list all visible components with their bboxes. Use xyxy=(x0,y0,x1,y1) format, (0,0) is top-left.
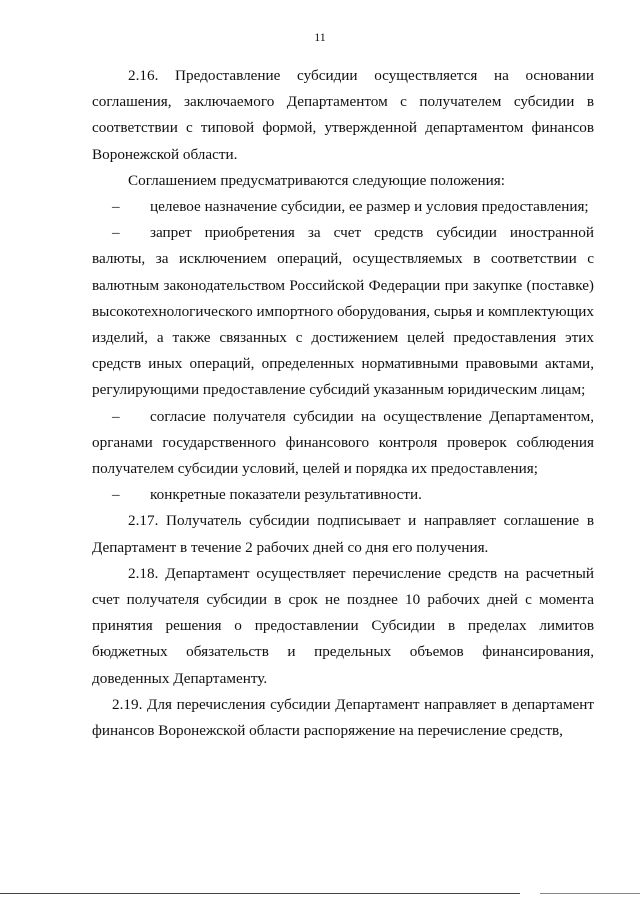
dash-bullet: – xyxy=(112,224,120,242)
list-item-text: согласие получателя субсидии на осуществление Департаментом, органами государственного финансового контроля проверок соблюдения получателем субсидии условий, целей и порядка их предоставления; xyxy=(92,407,594,478)
paragraph-2-18: 2.18. Департамент осуществляет перечисление средств на расчетный счет получателя субсидии в срок не позднее 10 рабочих дней с момента принятия решения о предоставлении Субсидии в пределах лимитов бюджетных обязательств и предельных объемов финансирования, доведенных Департаменту. xyxy=(92,564,594,687)
dash-bullet: – xyxy=(112,407,120,425)
list-item-currency-ban xyxy=(92,220,594,403)
paragraph-2-19: 2.19. Для перечисления субсидии Департамент направляет в департамент финансов Воронежской области распоряжение на перечисление средств, xyxy=(92,695,594,740)
dash-bullet: – xyxy=(112,198,120,216)
paragraph-2-16: 2.16. Предоставление субсидии осуществляется на основании соглашения, заключаемого Департаментом с получателем субсидии в соответствии с типовой формой, утвержденной департаментом финансов Воронежской области. xyxy=(92,67,594,163)
page-bottom-edge xyxy=(0,893,520,894)
paragraph-agreement-provisions: Соглашением предусматриваются следующие положения: xyxy=(128,171,505,189)
list-item-text: целевое назначение субсидии, ее размер и условия предоставления; xyxy=(150,198,589,216)
page-number: 11 xyxy=(314,30,326,44)
list-item-purpose xyxy=(92,194,594,220)
document-body xyxy=(92,63,594,744)
paragraph-2-17: 2.17. Получатель субсидии подписывает и направляет соглашение в Департамент в течение 2 рабочих дней со дня его получения. xyxy=(92,512,594,556)
list-item-indicators xyxy=(92,482,594,508)
dash-bullet: – xyxy=(112,486,120,504)
list-item-text: запрет приобретения за счет средств субсидии иностранной валюты, за исключением операций, осуществляемых в соответствии с валютным законодательством Российской Федерации при закупке (поставке) высокотехнологического импортного оборудования, сырья и комплектующих изделий, а также связанных с достижением целей предоставления этих средств иных операций, определенных нормативными правовыми актами, регулирующими предоставление субсидий указанным юридическим лицам; xyxy=(92,224,594,399)
page-bottom-edge-right xyxy=(540,893,640,894)
list-item-text: конкретные показатели результативности. xyxy=(150,486,422,504)
list-item-consent xyxy=(92,404,594,483)
